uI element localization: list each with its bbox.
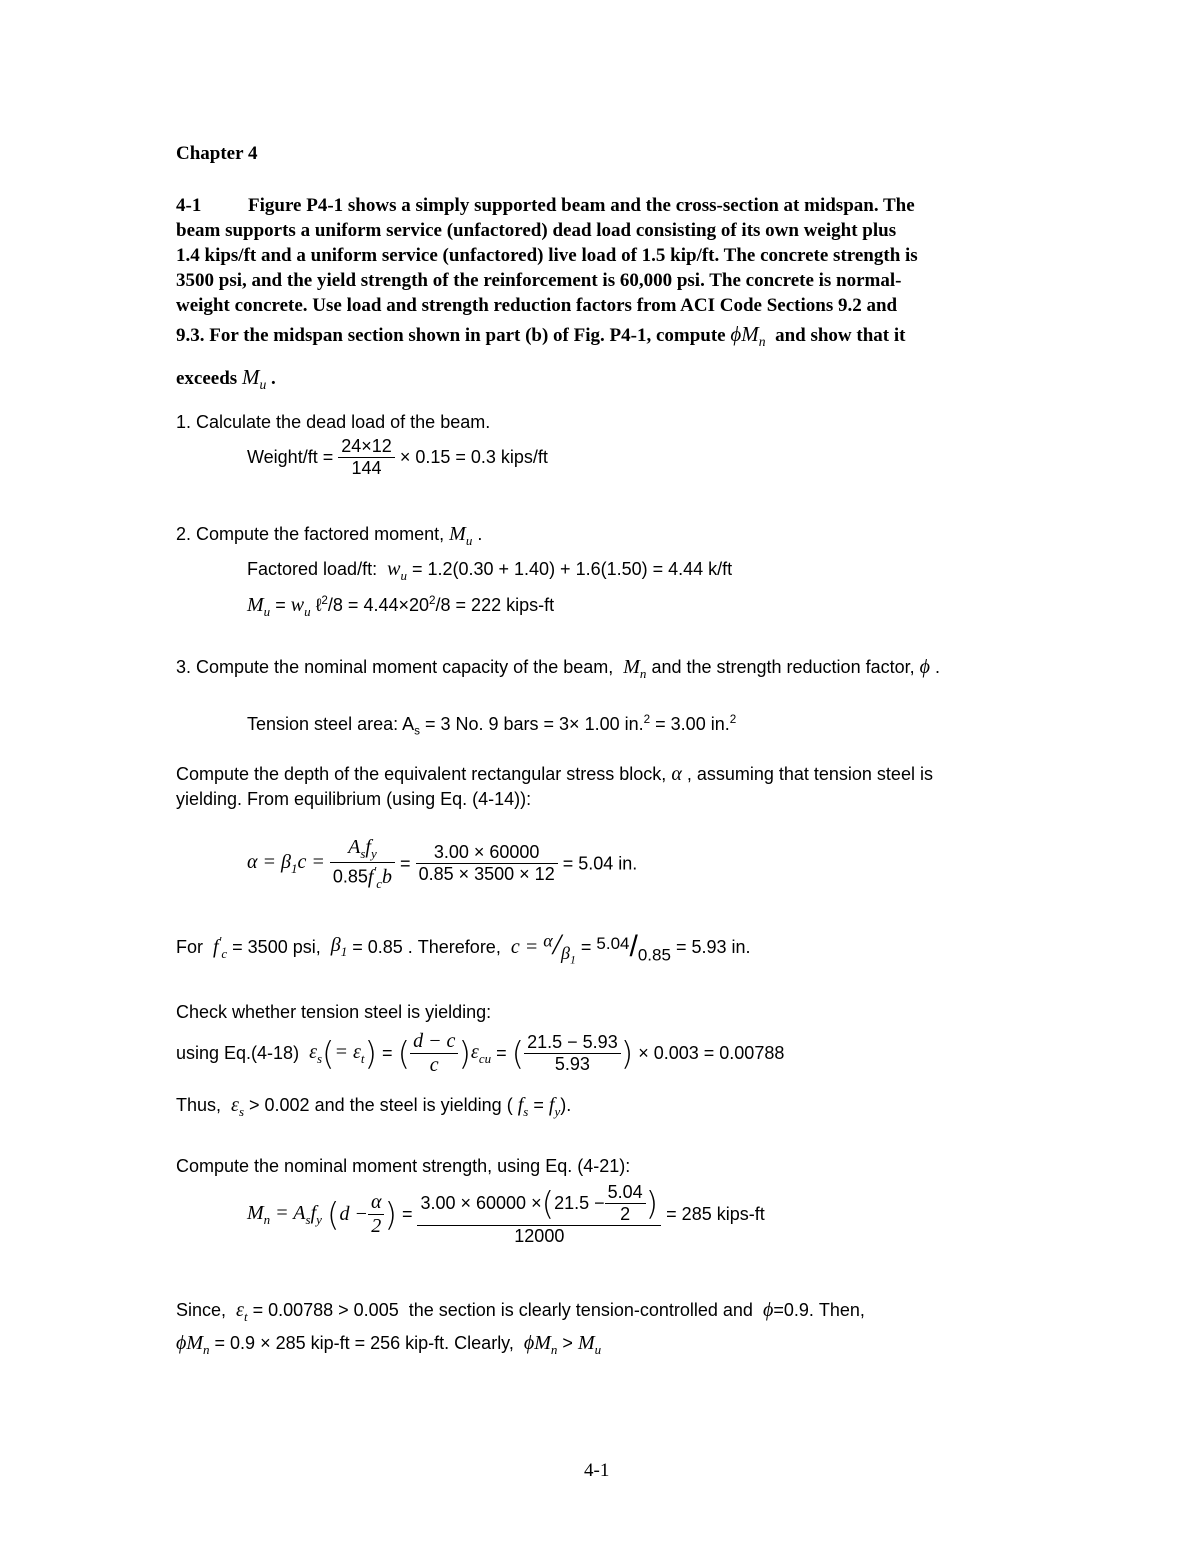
factored-moment-equation: $M_u = w_u$ ℓ$^2$/8 = $4.44\times 20^2/8 = 222$ kips-ft (247, 594, 555, 619)
factored-load-equation: Factored load/ft: $w_u = 1.2(0.30 + 1.40) + 1.6(1.50) = 4.44$ k/ft (247, 558, 733, 583)
nominal-moment-equation: $M_n = A_sf_y$ (d − $\frac{\alpha}{2}$ ) = 3.00 × 60000 ×(21.5 − $\frac{5.04}{2}$ ) 12000 = 285 kips-ft (247, 1182, 765, 1246)
strain-equation: using Eq.(4-18) $\varepsilon_s(= \varepsilon_t)$ = ( $\frac{d - c}{c}$ )$\varepsilon_{cu}$ = ( $\frac{21.5 - 5.93}{5.93}$ ) × 0.003 = 0.00788 (176, 1030, 785, 1076)
conclusion-line: $\phi M_n = 0.9 \times 285$ kip-ft = 256 kip-ft. Clearly, $\phi M_n > M_u$ (176, 1332, 602, 1357)
since-line: Since, $\varepsilon_t = 0.00788 > 0.005$ the section is clearly tension-controlled and ϕ=0.9. Then, (176, 1299, 865, 1324)
problem-line-6: 9.3. For the midspan section shown in part (b) of Fig. P4-1, compute (176, 325, 726, 346)
problem-exceeds: exceeds (176, 368, 238, 390)
step-1-title: 1. Calculate the dead load of the beam. (176, 412, 491, 432)
thus-line: Thus, $\varepsilon_s > 0.002$ and the steel is yielding ( $f_s = f_y$). (176, 1094, 572, 1119)
problem-line-2: beam supports a uniform service (unfactored) dead load consisting of its own weight plus (176, 220, 897, 241)
alpha-fraction-symbolic: $\frac{A_sf_y}{0.85f'_cb}$ (330, 836, 395, 892)
step-2-title: 2. Compute the factored moment, $M_u$ . (176, 523, 483, 548)
problem-number: 4-1 (176, 195, 202, 216)
step-3-title: 3. Compute the nominal moment capacity of the beam, $M_n$ and the strength reduction factor, ϕ . (176, 656, 941, 681)
c-depth-equation: For $f'_c = 3500$ psi, $\beta_1 = 0.85$ . Therefore, $c = ^\alpha/_{\beta_1} = ^{5.04}/_{0.85} = 5.93$ in. (176, 928, 751, 967)
strain-fraction: $\frac{21.5 - 5.93}{5.93}$ (524, 1032, 621, 1075)
mu-symbol: $M_u$ (241, 365, 267, 393)
check-title: Check whether tension steel is yielding: (176, 1002, 492, 1022)
problem-line-4: 3500 psi, and the yield strength of the reinforcement is 60,000 psi. The concrete is normal- (176, 270, 902, 291)
steel-area-equation: Tension steel area: $A_s = 3$ No. 9 bars = 3× 1.00 in.$^2$ = 3.00 in.$^2$ (247, 713, 737, 738)
weight-equation: Weight/ft = $\frac{24\times 12}{144}$ × 0.15 = 0.3 kips/ft (247, 436, 548, 478)
problem-line-1: Figure P4-1 shows a simply supported beam and the cross-section at midspan. The (248, 195, 915, 216)
stress-block-line-2: yielding. From equilibrium (using Eq. (4-14)): (176, 789, 532, 809)
alpha-fraction-numeric: $\frac{3.00 \times 60000}{0.85 \times 3500 \times 12}$ (416, 842, 558, 885)
problem-tail: and show that it (775, 325, 906, 346)
problem-line-5: weight concrete. Use load and strength reduction factors from ACI Code Sections 9.2 and (176, 295, 898, 316)
problem-line-3: 1.4 kips/ft and a uniform service (unfactored) live load of 1.5 kip/ft. The concrete strength is (176, 245, 918, 266)
weight-fraction: $\frac{24\times 12}{144}$ (338, 436, 395, 479)
page-number: 4-1 (584, 1460, 610, 1481)
alpha-equation: $\alpha = \beta_1c$ = $\frac{A_sf_y}{0.85f'_cb}$ = $\frac{3.00 \times 60000}{0.85 \times 3500 \times 12}$ = 5.04 in. (247, 836, 638, 891)
chapter-title: Chapter 4 (176, 143, 258, 164)
problem-statement: 4-1 Figure P4-1 shows a simply supported beam and the cross-section at midspan. The beam supports a uniform service (unfactored) dead load consisting of its own weight plus 1.4 kips/ft and a uniform service (unfactored) live load of 1.5 kip/ft. The concrete strength is 3500 psi, and the yield strength of the reinforcement is 60,000 psi. The concrete is normal- weight concrete. Use load and strength reduction factors from ACI Code Sections 9.2 and 9.3. For the midspan section shown in part (b) of Fig. P4-1, compute $\phi M_n$ and show that it exceeds $M_u$ . (176, 193, 1056, 404)
moment-title: Compute the nominal moment strength, using Eq. (4-21): (176, 1156, 631, 1176)
stress-block-line-1: Compute the depth of the equivalent rectangular stress block, α , assuming that tension steel is (176, 763, 933, 785)
moment-fraction: 3.00 × 60000 ×(21.5 − $\frac{5.04}{2}$ ) 12000 (417, 1182, 661, 1247)
phi-mn-symbol: $\phi M_n$ (730, 322, 766, 350)
